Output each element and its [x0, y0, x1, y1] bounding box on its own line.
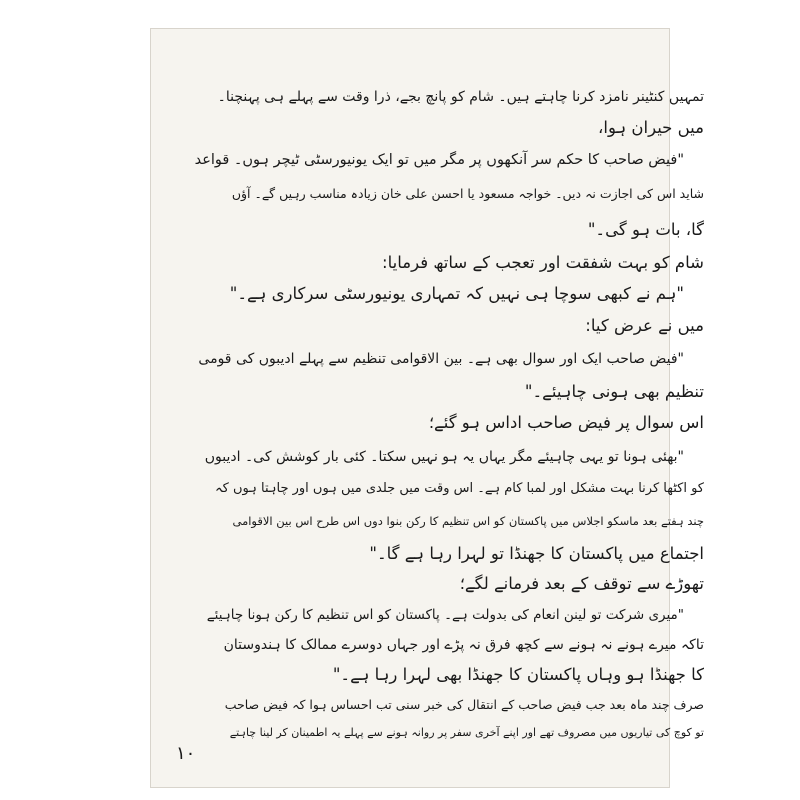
text-line: "بھئی ہونا تو یہی چاہیئے مگر یہاں یہ ہو نہیں سکتا۔ کئی بار کوشش کی۔ ادیبوں	[204, 449, 684, 465]
text-line: "میری شرکت تو لینن انعام کی بدولت ہے۔ پاکستان کو اس تنظیم کا رکن ہونا چاہیئے	[206, 607, 684, 623]
text-line: شاید اس کی اجازت نہ دیں۔ خواجہ مسعود یا احسن علی خان زیادہ مناسب رہیں گے۔ آؤں	[231, 186, 704, 201]
text-line: تمہیں کنٹینر نامزد کرنا چاہتے ہیں۔ شام کو پانچ بجے، ذرا وقت سے پہلے ہی پہنچنا۔	[217, 89, 704, 105]
text-line: شام کو بہت شفقت اور تعجب کے ساتھ فرمایا:	[382, 253, 704, 272]
text-line: تنظیم بھی ہونی چاہیئے۔"	[524, 382, 704, 401]
page-number: ۱۰	[176, 743, 196, 764]
text-line: "فیض صاحب ایک اور سوال بھی ہے۔ بین الاقوامی تنظیم سے پہلے ادیبوں کی قومی	[198, 351, 684, 367]
text-line: چند ہفتے بعد ماسکو اجلاس میں پاکستان کو اس تنظیم کا رکن بنوا دوں اس طرح اس بین الاقوامی	[232, 514, 704, 528]
text-line: تو کوچ کی تیاریوں میں مصروف تھے اور اپنے آخری سفر پر روانہ ہونے سے پہلے یہ اطمینان کر لینا چاہتے	[229, 726, 704, 739]
text-line: تاکہ میرے ہونے نہ ہونے سے کچھ فرق نہ پڑے اور جہاں دوسرے ممالک کا ہندوستان	[223, 637, 704, 653]
text-line: اس سوال پر فیض صاحب اداس ہو گئے؛	[428, 413, 704, 432]
text-line: گا، بات ہو گی۔"	[587, 220, 704, 239]
text-line: میں حیران ہوا،	[598, 118, 704, 137]
text-line: میں نے عرض کیا:	[585, 316, 704, 335]
text-line: "ہم نے کبھی سوچا ہی نہیں کہ تمہاری یونیورسٹی سرکاری ہے۔"	[229, 284, 684, 303]
text-line: کو اکٹھا کرنا بہت مشکل اور لمبا کام ہے۔ اس وقت میں جلدی میں ہوں اور چاہتا ہوں کہ	[215, 481, 704, 496]
text-line: کا جھنڈا ہو وہاں پاکستان کا جھنڈا بھی لہرا رہا ہے۔"	[332, 665, 704, 684]
text-line: اجتماع میں پاکستان کا جھنڈا تو لہرا رہا ہے گا۔"	[369, 544, 704, 563]
text-line: "فیض صاحب کا حکم سر آنکھوں پر مگر میں تو ایک یونیورسٹی ٹیچر ہوں۔ قواعد	[194, 152, 684, 168]
text-line: تھوڑے سے توقف کے بعد فرمانے لگے؛	[459, 574, 704, 593]
text-line: صرف چند ماہ بعد جب فیض صاحب کے انتقال کی خبر سنی تب احساس ہوا کہ فیض صاحب	[224, 697, 704, 712]
